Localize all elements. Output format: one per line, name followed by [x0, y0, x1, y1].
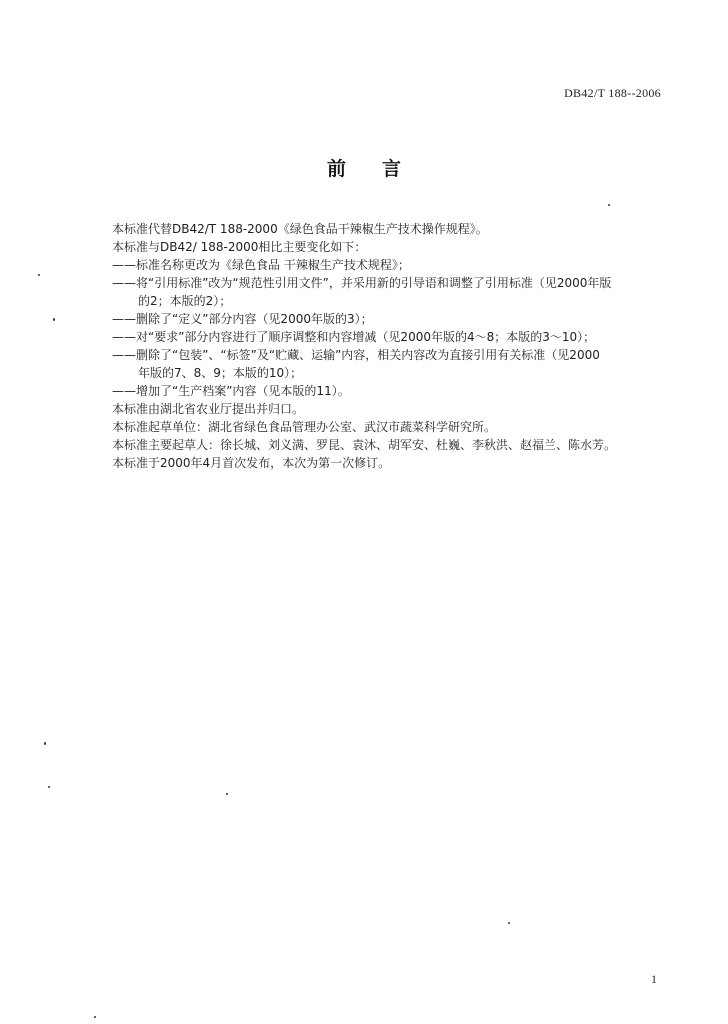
scan-speck: [53, 318, 55, 321]
page-title: [0, 154, 728, 181]
body-line: 本标准由湖北省农业厅提出并归口。: [112, 402, 305, 416]
scan-speck: [48, 786, 50, 788]
body-line: 本标准主要起草人：徐长城、刘义满、罗昆、袁沐、胡军安、杜巍、李秋洪、赵福兰、陈水芳。: [112, 438, 617, 452]
scan-speck: [226, 793, 228, 795]
change-item: ——增加了“生产档案”内容（见本版的11）。: [112, 384, 350, 398]
title-char-2: 言: [382, 158, 402, 180]
body-line: 本标准于2000年4月首次发布，本次为第一次修订。: [112, 456, 391, 470]
change-item: ——删除了“定义”部分内容（见2000年版的3）；: [112, 312, 373, 326]
scan-speck: [38, 274, 40, 276]
change-item-continuation: 年版的7、8、9；本版的10）；: [138, 366, 303, 380]
scan-speck: [44, 742, 46, 745]
title-char-1: 前: [326, 158, 346, 180]
scan-speck: [508, 922, 510, 924]
body-line: 本标准代替DB42/T 188-2000《绿色食品干辣椒生产技术操作规程》。: [112, 222, 488, 236]
scan-speck: [608, 204, 610, 206]
body-line: 本标准起草单位：湖北省绿色食品管理办公室、武汉市蔬菜科学研究所。: [112, 420, 497, 434]
change-item: ——对“要求”部分内容进行了顺序调整和内容增减（见2000年版的4～8；本版的3～10）；: [112, 330, 596, 344]
scan-speck: [94, 1016, 96, 1018]
page-number: 1: [651, 972, 657, 986]
change-item: ——删除了“包装”、“标签”及“贮藏、运输”内容，相关内容改为直接引用有关标准（见2000: [112, 348, 600, 362]
change-item: ——将“引用标准”改为“规范性引用文件”，并采用新的引导语和调整了引用标准（见2000年版: [112, 276, 612, 290]
body-line: 本标准与DB42/ 188-2000相比主要变化如下：: [112, 240, 367, 254]
change-item: ——标准名称更改为《绿色食品 干辣椒生产技术规程》；: [112, 258, 410, 272]
standard-code-header: DB42/T 188--2006: [564, 86, 661, 100]
foreword-body: [112, 220, 672, 472]
change-item-continuation: 的2；本版的2）；: [138, 294, 232, 308]
